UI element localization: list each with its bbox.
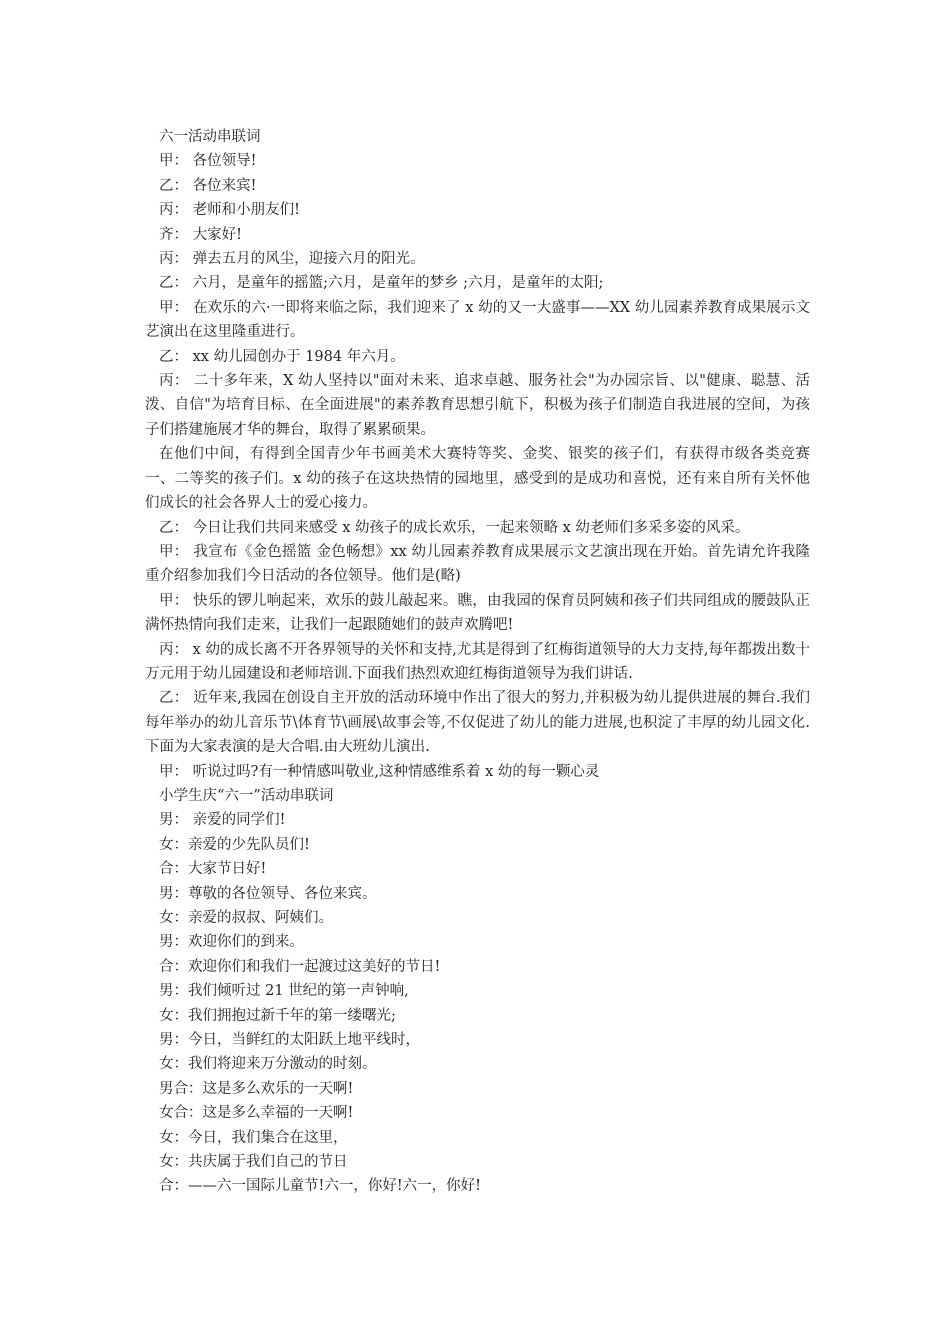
dialogue-line: 乙： xx 幼儿园创办于 1984 年六月。 bbox=[159, 348, 405, 365]
dialogue-line: 乙： 六月，是童年的摇篮;六月，是童年的梦乡 ;六月，是童年的太阳; bbox=[159, 275, 604, 292]
section-title: 小学生庆“六一”活动串联词 bbox=[159, 787, 334, 804]
dialogue-line: 甲： 听说过吗?有一种情感叫敬业,这种情感维系着 x 幼的每一颗心灵 bbox=[159, 763, 600, 780]
dialogue-line: 女：亲爱的少先队员们! bbox=[159, 836, 310, 853]
dialogue-line: 女：亲爱的叔叔、阿姨们。 bbox=[159, 910, 333, 926]
dialogue-line: 丙： 弹去五月的风尘，迎接六月的阳光。 bbox=[159, 251, 425, 268]
dialogue-line: 男：今日，当鲜红的太阳跃上地平线时， bbox=[159, 1032, 420, 1049]
dialogue-line: 男：尊敬的各位领导、各位来宾。 bbox=[159, 885, 377, 902]
dialogue-paragraph: 丙： 二十多年来，X 幼人坚持以"面对未来、追求卓越、服务社会"为办园宗旨、以"健康、聪慧、活泼、自信"为培育目标、在全面进展"的素养教育思想引航下，积极为孩子们制造自我进展的空间，为孩子们搭建施展才华的舞台，取得了累累硕果。 bbox=[145, 373, 810, 438]
dialogue-paragraph: 乙： 近年来,我园在创设自主开放的活动环境中作出了很大的努力,并积极为幼儿提供进展的舞台.我们每年举办的幼儿音乐节\体育节\画展\故事会等,不仅促进了幼儿的能力进展,也积淀了丰厚的幼儿园文化.下面为大家表演的是大合唱.由大班幼儿演出. bbox=[145, 690, 810, 756]
dialogue-line: 男合：这是多么欢乐的一天啊! bbox=[159, 1080, 354, 1097]
document-title: 六一活动串联词 bbox=[159, 129, 261, 145]
dialogue-paragraph: 在他们中间，有得到全国青少年书画美术大赛特等奖、金奖、银奖的孩子们，有获得市级各类竞赛一、二等奖的孩子们。x 幼的孩子在这块热情的园地里，感受到的是成功和喜悦，还有来自所有关怀他们成长的社会各界人士的爱心接力。 bbox=[145, 446, 810, 512]
dialogue-line: 甲： 各位领导! bbox=[159, 153, 257, 170]
dialogue-paragraph: 甲： 快乐的锣儿响起来，欢乐的鼓儿敲起来。瞧，由我园的保育员阿姨和孩子们共同组成的腰鼓队正满怀热情向我们走来，让我们一起跟随她们的鼓声欢腾吧! bbox=[145, 592, 810, 634]
dialogue-line: 女：我们将迎来万分激动的时刻。 bbox=[159, 1056, 377, 1073]
dialogue-paragraph: 丙： x 幼的成长离不开各界领导的关怀和支持,尤其是得到了红梅街道领导的大力支持,每年都拨出数十万元用于幼儿园建设和老师培训.下面我们热烈欢迎红梅街道领导为我们讲话. bbox=[145, 641, 810, 682]
dialogue-line: 丙： 老师和小朋友们! bbox=[159, 202, 300, 219]
dialogue-line: 合：大家节日好! bbox=[159, 861, 267, 878]
dialogue-line: 齐： 大家好! bbox=[159, 226, 242, 243]
dialogue-line: 男： 亲爱的同学们! bbox=[159, 812, 286, 829]
dialogue-paragraph: 甲： 在欢乐的六·一即将来临之际，我们迎来了 x 幼的又一大盛事——XX 幼儿园素养教育成果展示文艺演出在这里隆重进行。 bbox=[145, 299, 810, 341]
dialogue-line: 女合：这是多么幸福的一天啊! bbox=[159, 1105, 354, 1122]
document-body bbox=[145, 125, 810, 1199]
dialogue-line: 合：欢迎你们和我们一起渡过这美好的节日! bbox=[159, 958, 441, 975]
dialogue-line: 女：今日，我们集合在这里， bbox=[159, 1129, 348, 1146]
dialogue-line: 男：我们倾听过 21 世纪的第一声钟响, bbox=[159, 983, 409, 1000]
dialogue-line: 乙： 今日让我们共同来感受 x 幼孩子的成长欢乐，一起来领略 x 幼老师们多采多姿的风采。 bbox=[159, 519, 750, 536]
dialogue-line: 乙： 各位来宾! bbox=[159, 177, 257, 194]
dialogue-line: 女：共庆属于我们自己的节日 bbox=[159, 1154, 348, 1171]
dialogue-line: 合：——六一国际儿童节!六一，你好!六一，你好! bbox=[159, 1178, 481, 1195]
dialogue-line: 男：欢迎你们的到来。 bbox=[159, 934, 304, 951]
dialogue-paragraph: 甲： 我宣布《金色摇篮 金色畅想》xx 幼儿园素养教育成果展示文艺演出现在开始。首先请允许我隆重介绍参加我们今日活动的各位领导。他们是(略) bbox=[145, 543, 810, 585]
dialogue-line: 女：我们拥抱过新千年的第一缕曙光; bbox=[159, 1007, 396, 1024]
